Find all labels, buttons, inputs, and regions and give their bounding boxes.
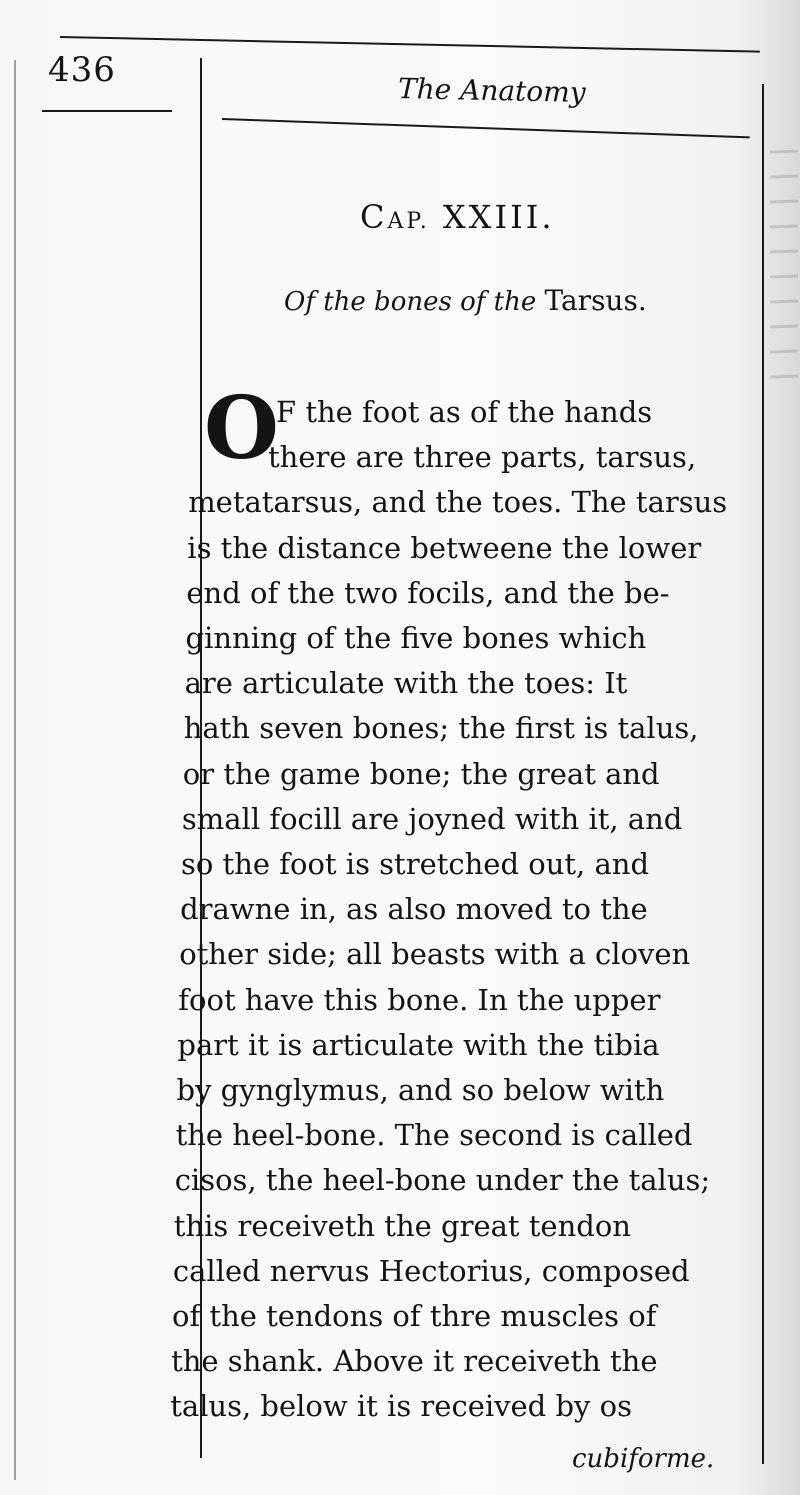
header-rule xyxy=(222,118,750,138)
chapter-prefix: C xyxy=(360,198,388,236)
subtitle-upright: Tarsus. xyxy=(544,284,647,317)
drop-cap: O xyxy=(204,378,279,479)
text-line: drawne in, as also moved to the xyxy=(180,892,648,927)
chapter-subtitle xyxy=(284,284,647,317)
text-line: ginning of the five bones which xyxy=(185,621,647,655)
text-line: the heel-bone. The second is called xyxy=(175,1118,693,1153)
text-line: metatarsus, and the toes. The tarsus xyxy=(188,485,728,520)
text-line: are articulate with the toes: It xyxy=(184,666,628,701)
body-text xyxy=(164,380,764,1480)
text-line: small focill are joyned with it, and xyxy=(181,801,683,836)
text-line: or the game bone; the great and xyxy=(182,756,660,791)
chapter-prefix-small: AP. xyxy=(387,209,430,234)
text-line: F the foot as of the hands xyxy=(276,395,653,429)
running-head: The Anatomy xyxy=(397,72,586,109)
text-line: so the foot is stretched out, and xyxy=(181,847,650,881)
left-margin-rule xyxy=(14,60,16,1480)
text-line: is the distance betweene the lower xyxy=(187,530,702,565)
text-line: foot have this bone. In the upper xyxy=(178,982,661,1017)
text-line: part it is articulate with the tibia xyxy=(177,1027,660,1062)
text-line: end of the two focils, and the be- xyxy=(186,575,670,610)
chapter-heading xyxy=(360,198,555,236)
text-line: the shank. Above it receiveth the xyxy=(171,1344,658,1379)
catchword: cubiforme. xyxy=(572,1444,715,1474)
page-number-rule xyxy=(42,110,172,112)
chapter-numeral: XXIII. xyxy=(442,198,555,236)
text-line: by gynglymus, and so below with xyxy=(176,1073,665,1107)
subtitle-italic: Of the bones of the xyxy=(284,287,537,317)
text-line: this receiveth the great tendon xyxy=(173,1208,631,1243)
text-line: there are three parts, tarsus, xyxy=(268,440,697,475)
text-line: called nervus Hectorius, composed xyxy=(172,1253,690,1288)
text-line: hath seven bones; the first is talus, xyxy=(183,711,699,746)
text-line: of the tendons of thre muscles of xyxy=(172,1299,657,1333)
top-rule xyxy=(60,36,760,53)
text-line: talus, below it is received by os xyxy=(170,1389,632,1424)
text-line: cisos, the heel-bone under the talus; xyxy=(174,1163,711,1198)
page-number: 436 xyxy=(48,50,116,90)
bleed-through-text xyxy=(770,150,800,470)
text-line: other side; all beasts with a cloven xyxy=(179,937,691,972)
